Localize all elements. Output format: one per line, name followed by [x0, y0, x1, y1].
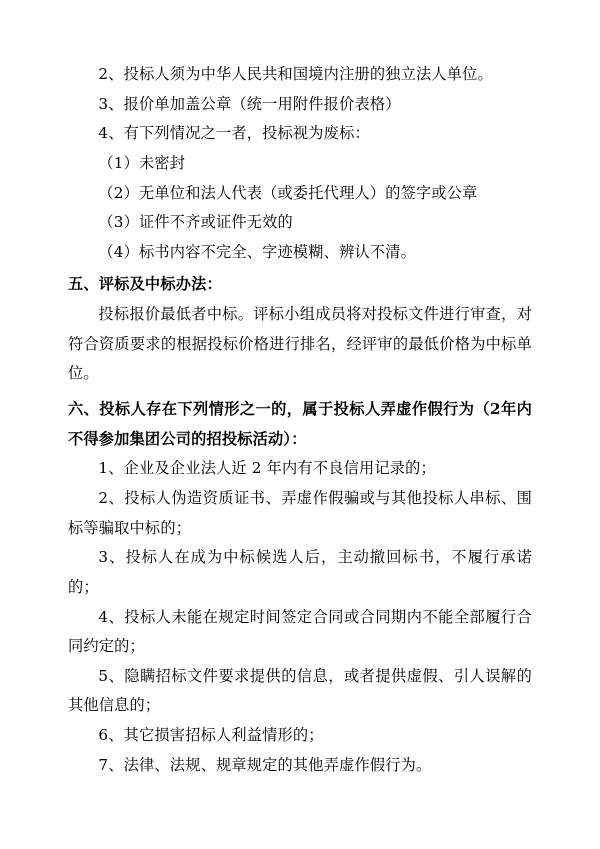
paragraph-sub3: （3）证件不齐或证件无效的 — [98, 213, 293, 232]
paragraph-sub4: （4）标书内容不完全、字迹模糊、辨认不清。 — [98, 242, 417, 261]
paragraph-six-6: 6、其它损害招标人利益情形的； — [98, 726, 324, 745]
paragraph-item4: 4、有下列情况之一者，投标视为废标： — [98, 124, 370, 143]
paragraph-section-five-body: 投标报价最低者中标。评标小组成员将对投标文件进行审查，对符合资质要求的根据投标价格进行排名，经评审的最低价格为中标单位。 — [68, 305, 532, 383]
paragraph-six-7: 7、法律、法规、规章规定的其他弄虚作假行为。 — [98, 755, 432, 774]
section-heading-six: 六、投标人存在下列情形之一的，属于投标人弄虚作假行为（2年内不得参加集团公司的招投标活动）： — [68, 400, 532, 448]
paragraph-six-5: 5、隐瞒招标文件要求提供的信息，或者提供虚假、引人误解的其他信息的； — [68, 666, 532, 715]
paragraph-item2: 2、投标人须为中华人民共和国境内注册的独立法人单位。 — [98, 65, 493, 83]
document-body — [68, 60, 532, 780]
paragraph-item3: 3、报价单加盖公章（统一用附件报价表格） — [98, 94, 401, 113]
section-heading-five: 五、评标及中标办法： — [68, 275, 222, 294]
paragraph-six-2: 2、投标人伪造资质证书、弄虚作假骗或与其他投标人串标、围标等骗取中标的； — [68, 488, 532, 537]
paragraph-six-4: 4、投标人未能在规定时间签定合同或合同期内不能全部履行合同约定的； — [68, 607, 532, 656]
paragraph-six-3: 3、投标人在成为中标候选人后，主动撤回标书，不履行承诺的； — [68, 548, 532, 596]
paragraph-six-1: 1、企业及企业法人近 2 年内有不良信用记录的； — [98, 459, 436, 478]
paragraph-sub1: （1）未密封 — [98, 153, 186, 172]
paragraph-sub2: （2）无单位和法人代表（或委托代理人）的签字或公章 — [98, 183, 478, 202]
